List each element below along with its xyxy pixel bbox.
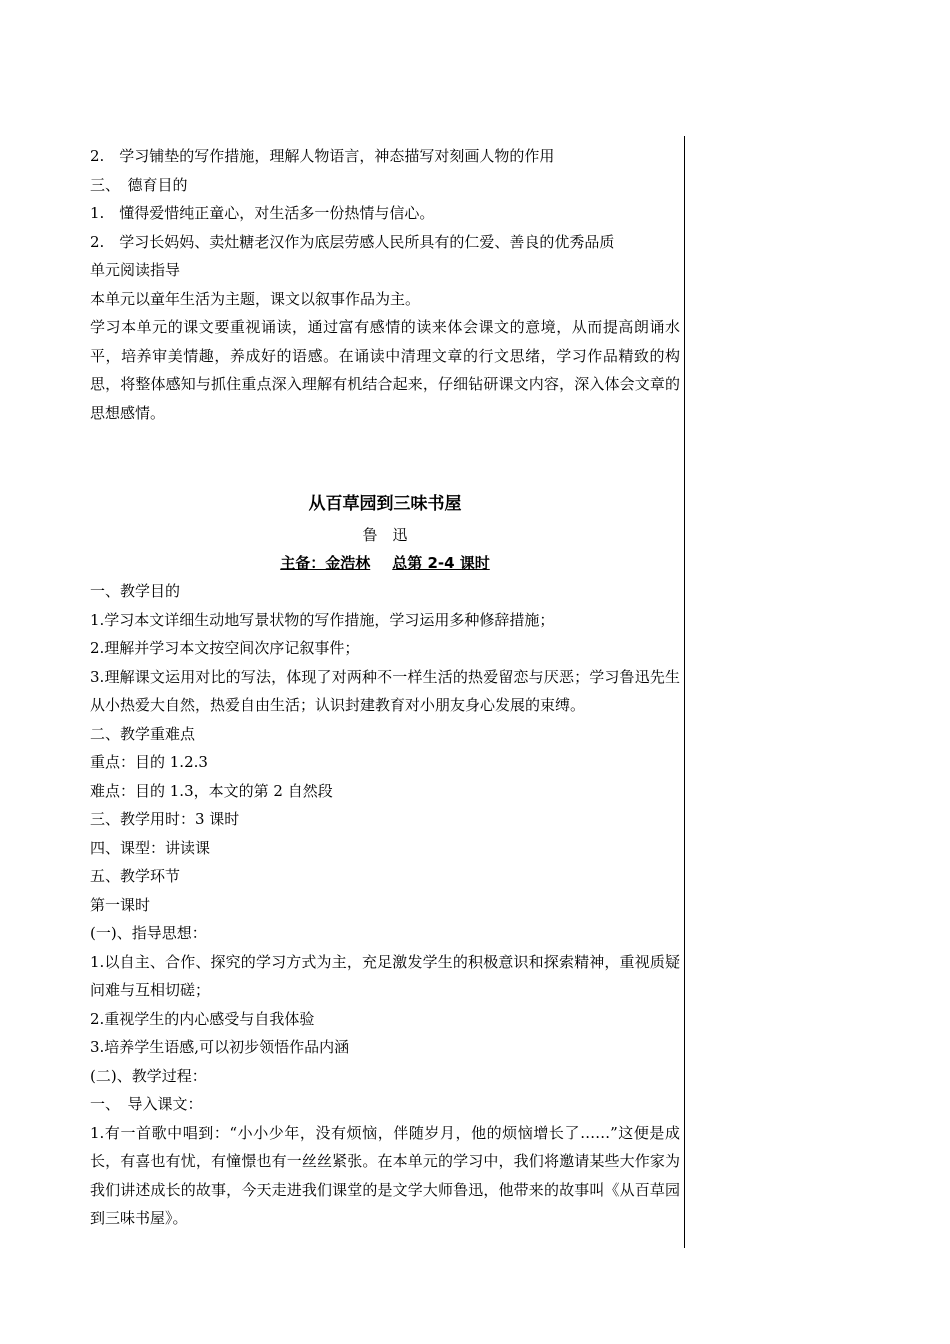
text-paragraph: 1.以自主、合作、探究的学习方式为主，充足激发学生的积极意识和探索精神，重视质疑问难与互相切磋； bbox=[90, 952, 680, 999]
section-heading: (二)、教学过程： bbox=[90, 1066, 207, 1085]
text-line: 2. 学习铺垫的写作措施，理解人物语言，神态描写对刻画人物的作用 bbox=[90, 147, 555, 165]
lesson-title: 从百草园到三味书屋 bbox=[308, 494, 462, 514]
text-line: 第一课时 bbox=[90, 895, 151, 914]
text-line: 难点：目的 1.3，本文的第 2 自然段 bbox=[90, 781, 333, 800]
section-heading: 三、 德育目的 bbox=[90, 175, 188, 194]
period-label: 总第 2-4 课时 bbox=[392, 554, 490, 572]
text-line: 1.学习本文详细生动地写景状物的写作措施，学习运用多种修辞措施； bbox=[90, 610, 555, 629]
reading-paragraph: 学习本单元的课文要重视诵读，通过富有感情的读来体会课文的意境，从而提高朗诵水平，培养审美情趣，养成好的语感。在诵读中清理文章的行文思绪，学习作品精致的构思，将整体感知与抓住重点深入理解有机结合起来，仔细钻研课文内容，深入体会文章的思想感情。 bbox=[90, 318, 680, 422]
text-line: 2. 学习长妈妈、卖灶糖老汉作为底层劳感人民所具有的仁爱、善良的优秀品质 bbox=[90, 232, 615, 251]
text-paragraph: 3.理解课文运用对比的写法，体现了对两种不一样生活的热爱留恋与厌恶；学习鲁迅先生从小热爱大自然，热爱自由生活；认识封建教育对小朋友身心发展的束缚。 bbox=[90, 667, 680, 714]
section-heading: 一、教学目的 bbox=[90, 582, 181, 600]
section-heading: 单元阅读指导 bbox=[90, 261, 181, 279]
document-content bbox=[90, 142, 680, 1233]
intro-paragraph: 1.有一首歌中唱到：“小小少年，没有烦恼，伴随岁月，他的烦恼增长了……”这便是成长，有喜也有忧，有憧憬也有一丝丝紧张。在本单元的学习中，我们将邀请某些大作家为我们讲述成长的故事，今天走进我们课堂的是文学大师鲁迅，他带来的故事叫《从百草园到三味书屋》。 bbox=[90, 1123, 680, 1227]
section-heading: 一、 导入课文： bbox=[90, 1095, 203, 1113]
section-heading: 四、课型：讲读课 bbox=[90, 838, 211, 857]
text-line: 3.培养学生语感,可以初步领悟作品内涵 bbox=[90, 1038, 350, 1056]
text-line: 2.重视学生的内心感受与自我体验 bbox=[90, 1009, 315, 1028]
preparer-label: 主备：金浩林 bbox=[280, 554, 371, 572]
section-heading: (一)、指导思想： bbox=[90, 924, 207, 942]
text-line: 本单元以童年生活为主题，课文以叙事作品为主。 bbox=[90, 289, 421, 308]
section-heading: 五、教学环节 bbox=[90, 867, 181, 885]
section-heading: 三、教学用时：3 课时 bbox=[90, 810, 240, 828]
lesson-preparer-line bbox=[90, 549, 680, 577]
margin-rule bbox=[684, 136, 685, 1248]
text-line: 1. 懂得爱惜纯正童心，对生活多一份热情与信心。 bbox=[90, 204, 435, 222]
spacer bbox=[90, 427, 680, 484]
lesson-author: 鲁 迅 bbox=[362, 526, 408, 544]
text-line: 重点：目的 1.2.3 bbox=[90, 753, 208, 771]
text-line: 2.理解并学习本文按空间次序记叙事件； bbox=[90, 639, 360, 657]
section-heading: 二、教学重难点 bbox=[90, 724, 196, 743]
